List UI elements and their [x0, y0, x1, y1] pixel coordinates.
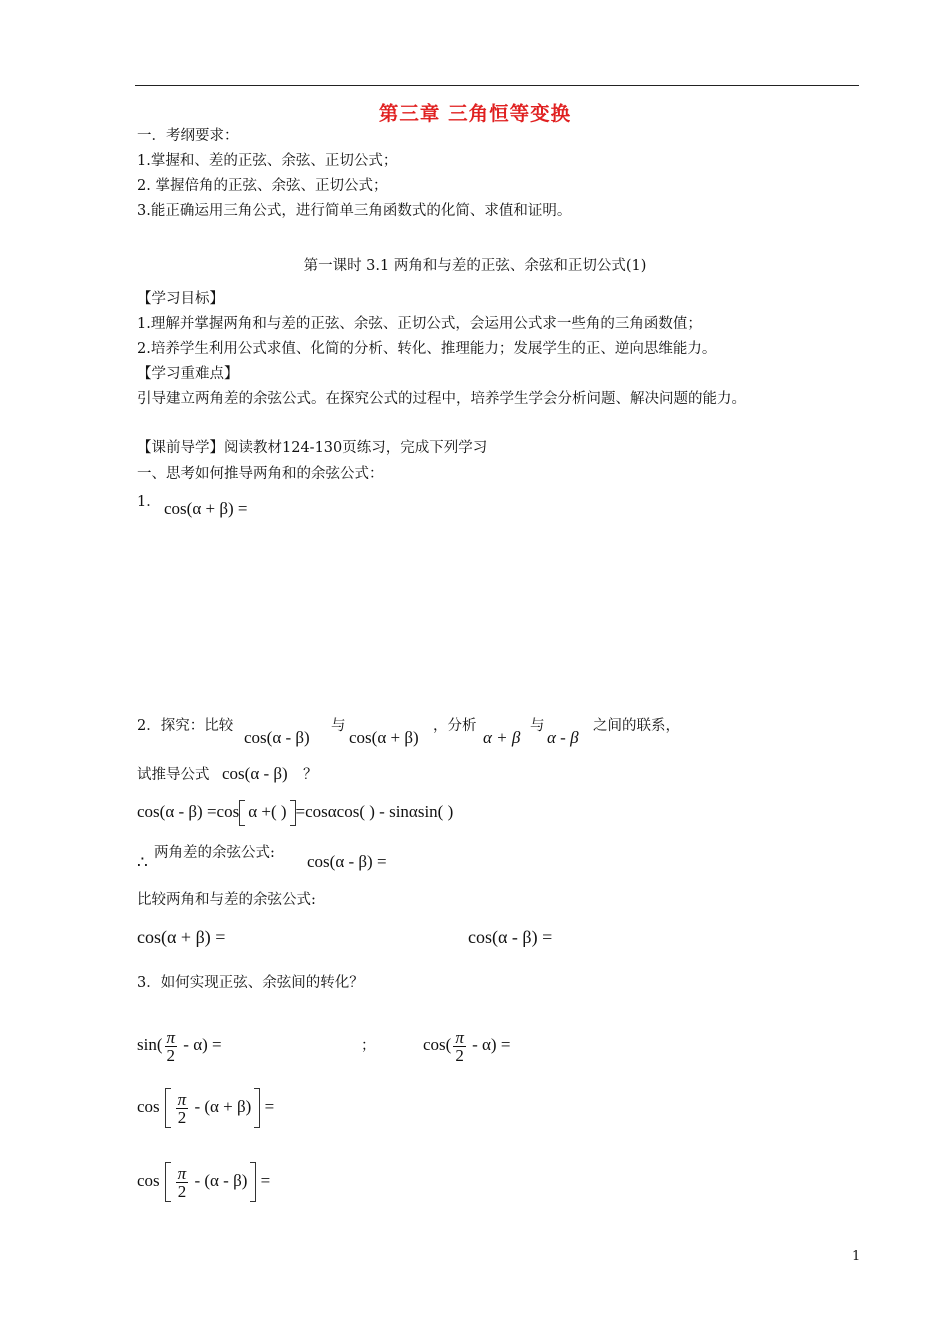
bracket-left [165, 1088, 171, 1128]
pi-over-2-fraction [176, 1165, 189, 1200]
cos-label: cos [137, 1097, 160, 1116]
goal-item: 2.培养学生利用公式求值、化简的分析、转化、推理能力；发展学生的正、逆向思维能力。 [137, 341, 717, 357]
q3-heading: 3．如何实现正弦、余弦间的转化？ [137, 975, 364, 991]
sin-suffix: - α) = [179, 1035, 222, 1054]
q2-try-expr: cos(α - β) [222, 764, 288, 783]
cos-prefix: cos( [423, 1035, 452, 1054]
page-number: 1 [852, 1249, 861, 1264]
compare-left: cos(α + β) = [137, 927, 226, 947]
q3-cos-diff-formula [137, 1158, 270, 1204]
q2-derivation [137, 800, 453, 826]
syllabus-item: 3.能正确运用三角公式，进行简单三角函数式的化简、求值和证明。 [137, 203, 572, 219]
q2-try-prefix: 试推导公式 [137, 767, 210, 783]
goals-heading: 【学习目标】 [137, 291, 224, 307]
cos-suffix: - α) = [467, 1035, 511, 1054]
lesson-title: 第一课时 3.1 两角和与差的正弦、余弦和正切公式(1) [303, 258, 647, 274]
q3-sin-formula [137, 1022, 222, 1068]
two-denominator: 2 [455, 1045, 464, 1065]
pi-over-2-fraction [453, 1029, 466, 1064]
q2-and-1: 与 [331, 718, 346, 734]
syllabus-item: 2. 掌握倍角的正弦、余弦、正切公式； [137, 178, 388, 194]
q1-number: 1． [137, 494, 161, 510]
pi-numerator: π [177, 1163, 187, 1183]
cos-diff-tail: - (α - β) [190, 1171, 248, 1190]
chapter-title: 第三章 三角恒等变换 [378, 102, 572, 125]
syllabus-item: 1.掌握和、差的正弦、余弦、正切公式； [137, 153, 398, 169]
q2-expr-diff: α - β [547, 728, 579, 747]
diff-formula: cos(α - β) = [307, 852, 387, 871]
separator: ； [361, 1038, 376, 1054]
q2-mid: ，分析 [433, 718, 477, 734]
two-denominator: 2 [177, 1181, 187, 1201]
two-denominator: 2 [166, 1045, 176, 1065]
syllabus-heading: 一．考纲要求： [137, 128, 239, 144]
derive-left: cos(α - β) =cos [137, 801, 240, 821]
pi-over-2-fraction [165, 1029, 178, 1064]
therefore-symbol: ∴ [137, 853, 148, 872]
goal-item: 1.理解并掌握两角和与差的正弦、余弦、正切公式，会运用公式求一些角的三角函数值； [137, 316, 702, 332]
header-rule [135, 85, 859, 86]
pi-numerator: π [455, 1027, 464, 1047]
derive-inner: α +( ) [248, 801, 287, 821]
bracket-left [165, 1162, 171, 1202]
sin-prefix: sin( [137, 1035, 163, 1054]
q3-cos-sum-formula [137, 1084, 274, 1130]
two-denominator: 2 [177, 1107, 187, 1127]
derive-right: =cosαcos( ) - sinαsin( ) [295, 801, 454, 821]
q3-cos-formula [423, 1022, 510, 1068]
pi-over-2-fraction [176, 1091, 189, 1126]
q2-expr-cos-minus: cos(α - β) [244, 728, 310, 747]
preview-text: 阅读教材124-130页练习，完成下列学习 [224, 440, 488, 456]
compare-label: 比较两角和与差的余弦公式: [137, 892, 316, 908]
compare-right: cos(α - β) = [468, 927, 553, 947]
diff-label: 两角差的余弦公式: [154, 845, 275, 861]
q2-and-2: 与 [530, 718, 545, 734]
section1-heading: 一、思考如何推导两角和的余弦公式： [137, 466, 384, 482]
equals-sign: = [260, 1171, 271, 1190]
q2-suffix: 之间的联系， [593, 718, 680, 734]
bracket-right [254, 1088, 260, 1128]
q2-prefix: 2．探究：比较 [137, 718, 234, 734]
pi-numerator: π [177, 1089, 187, 1109]
q1-formula: cos(α + β) = [164, 499, 248, 518]
cos-sum-tail: - (α + β) [190, 1097, 252, 1116]
bracket-right [250, 1162, 256, 1202]
preview-heading: 【课前导学】 [137, 440, 224, 456]
cos-label: cos [137, 1171, 160, 1190]
difficulty-heading: 【学习重难点】 [137, 366, 239, 382]
q2-expr-cos-plus: cos(α + β) [349, 728, 419, 747]
preview-line [137, 438, 487, 458]
pi-numerator: π [166, 1027, 176, 1047]
difficulty-text: 引导建立两角差的余弦公式。在探究公式的过程中，培养学生学会分析问题、解决问题的能力。 [137, 391, 746, 407]
q2-try-suffix: ？ [303, 767, 318, 783]
bracket-left [239, 800, 245, 826]
equals-sign: = [264, 1097, 275, 1116]
q2-expr-sum: α + β [483, 728, 521, 747]
